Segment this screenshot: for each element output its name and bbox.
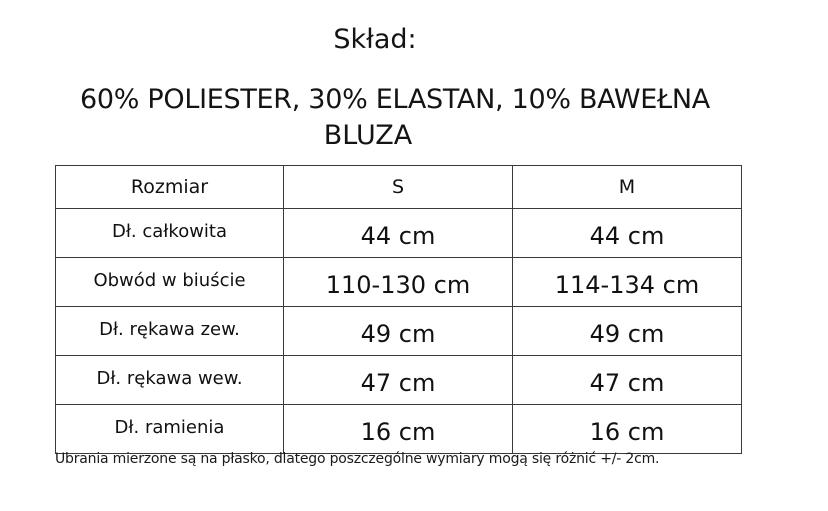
- value-size-m: 114-134 cm: [513, 258, 742, 307]
- table-header-row: [56, 166, 742, 209]
- value-size-m: 44 cm: [513, 209, 742, 258]
- table-row: [56, 258, 742, 307]
- value-size-s: 49 cm: [284, 307, 513, 356]
- value-size-m: 16 cm: [513, 405, 742, 454]
- header-size-m: M: [513, 166, 742, 209]
- value-size-s: 16 cm: [284, 405, 513, 454]
- composition-heading: Skład:: [333, 24, 417, 55]
- value-size-s: 47 cm: [284, 356, 513, 405]
- row-label: Dł. rękawa wew.: [56, 356, 284, 405]
- value-size-s: 44 cm: [284, 209, 513, 258]
- header-size-s: S: [284, 166, 513, 209]
- row-label: Obwód w biuście: [56, 258, 284, 307]
- row-label: Dł. całkowita: [56, 209, 284, 258]
- table-row: [56, 307, 742, 356]
- table-row: [56, 405, 742, 454]
- size-table: [55, 165, 742, 454]
- fabric-composition: 60% POLIESTER, 30% ELASTAN, 10% BAWEŁNA: [80, 84, 710, 115]
- row-label: Dł. ramienia: [56, 405, 284, 454]
- table-row: [56, 356, 742, 405]
- row-label: Dł. rękawa zew.: [56, 307, 284, 356]
- measurement-note: Ubrania mierzone są na płasko, dlatego poszczególne wymiary mogą się różnić +/- 2cm.: [55, 451, 660, 467]
- value-size-m: 47 cm: [513, 356, 742, 405]
- garment-type: BLUZA: [323, 120, 413, 151]
- table-row: [56, 209, 742, 258]
- header-size-label: Rozmiar: [56, 166, 284, 209]
- value-size-s: 110-130 cm: [284, 258, 513, 307]
- value-size-m: 49 cm: [513, 307, 742, 356]
